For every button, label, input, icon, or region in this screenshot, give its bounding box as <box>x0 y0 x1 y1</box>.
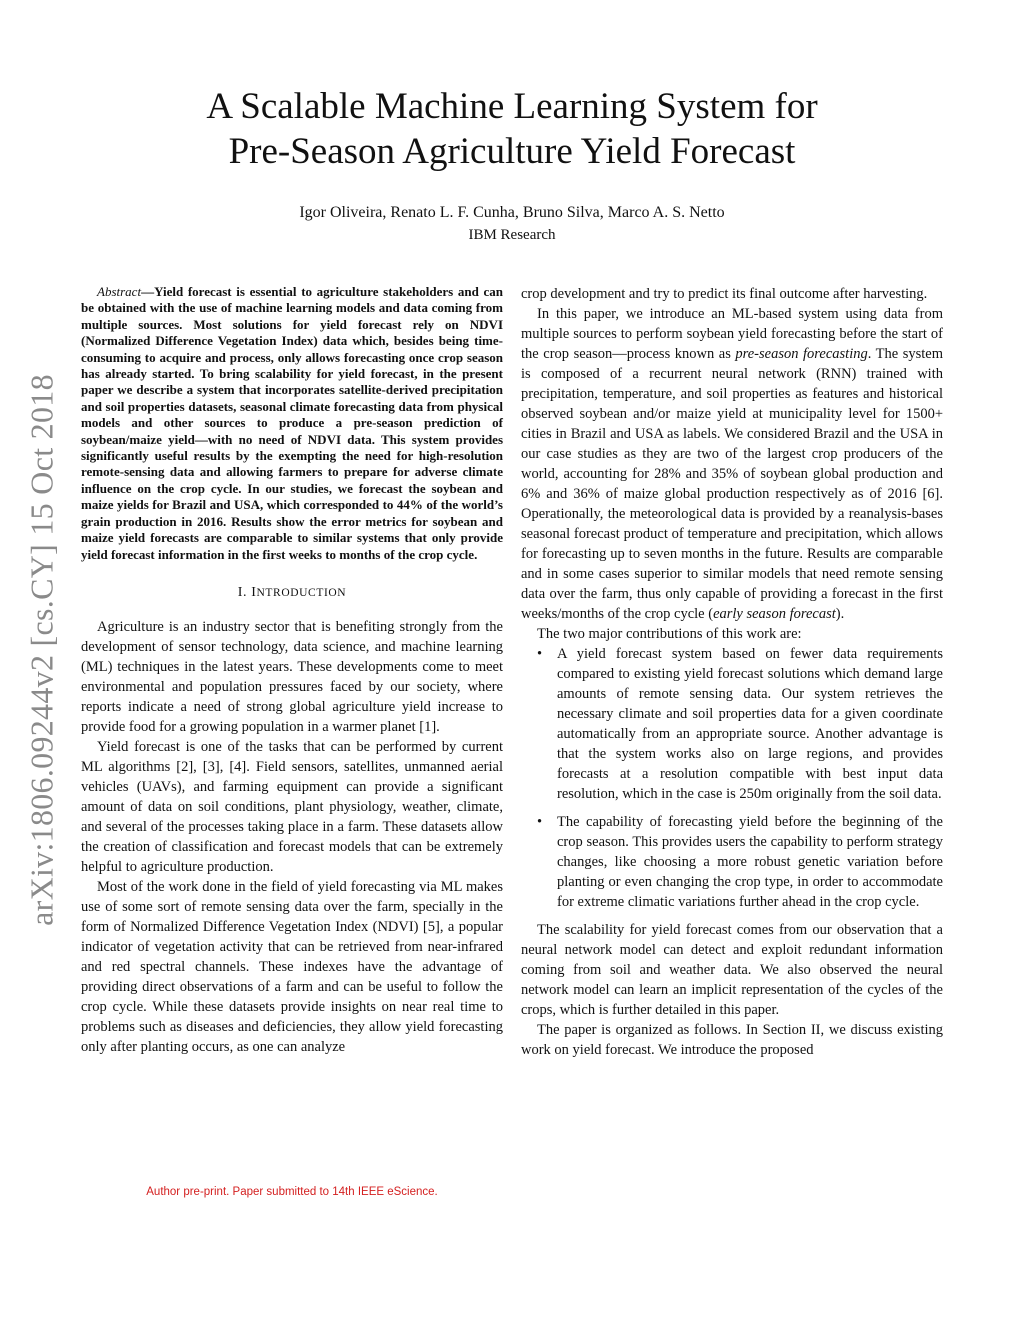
bullet-icon: • <box>537 814 543 830</box>
abstract-label: Abstract <box>97 284 142 299</box>
contributions-list <box>521 644 943 912</box>
intro-paragraph-3: Most of the work done in the field of yield forecasting via ML makes use of some sort of remote sensing data over the farm, specially in the form of Normalized Difference Vegetation Index (NDVI) [5], a popular indicator of vegetation activity that can be retrieved from near-infrared and red spectral channels. These indexes have the advantage of providing direct observations of a farm and can be useful to follow the crop cycle. While these datasets provide insights on near real time to problems such as diseases and deficiencies, they allow yield forecasting only after planting occurs, as one can analyze <box>81 878 503 1055</box>
intro-paragraph-2: Yield forecast is one of the tasks that can be performed by current ML algorithms [2], [3], [4]. Field sensors, satellites, unmanned aerial vehicles (UAVs), and farming equipment can provide a significant amount of data on soil conditions, plant physiology, weather, climate, and several of the processes taking place in a farm. These datasets allow the creation of classification and forecast models that can be extremely helpful to agriculture production. <box>81 738 503 875</box>
arxiv-identifier-stamp: arXiv:1806.09244v2 [cs.CY] 15 Oct 2018 <box>23 374 60 926</box>
early-season-forecast-term: early season forecast <box>713 606 836 622</box>
overview-text-c: ). <box>835 606 845 622</box>
list-item <box>521 812 943 912</box>
section-initial: I <box>251 584 257 600</box>
abstract-text: Yield forecast is essential to agriculture stakeholders and can be obtained with the use of machine learning models and data coming from multiple sources. Most solutions for yield forecast rely on NDVI (Normalized Difference Vegetation Index) data which, besides being time-consuming to acquire and process, only allows forecasting once crop season has already started. To bring scalability for yield forecast, in the present paper we describe a system that incorporates satellite-derived precipitation and soil properties datasets, seasonal climate forecasting data from physical models and other sources to produce a pre-season prediction of soybean/maize yield—with no need of NDVI data. This system provides significantly useful results by the exempting the need for high-resolution remote-sensing data and allowing farmers to prepare for adverse climate influence on the crop cycle. In our studies, we forecast the soybean and maize yields for Brazil and USA, which corresponded to 44% of the world’s grain production in 2016. Results show the error metrics for soybean and maize yield forecasts are comparable to similar systems that only provide yield forecast information in the first weeks to months of the crop cycle. <box>81 284 503 562</box>
system-overview-paragraph <box>521 304 943 624</box>
paper-title <box>0 84 1024 174</box>
right-column <box>521 284 943 1060</box>
title-line-1: A Scalable Machine Learning System for <box>206 86 818 127</box>
section-title-rest: NTRODUCTION <box>256 586 347 599</box>
section-heading-introduction <box>81 583 503 603</box>
pre-season-forecasting-term: pre-season forecasting <box>735 346 868 362</box>
intro-paragraph-1: Agriculture is an industry sector that is benefiting strongly from the development of sensor technology, data science, and machine learning (ML) techniques in the latest years. These developments come to meet environmental and population pressures faced by our society, where reports indicate a need of strong global agriculture yield increase to provide food for a growing population in a warmer planet [1]. <box>81 618 503 735</box>
overview-text-b: . The system is composed of a recurrent neural network (RNN) trained with precipitation, temperature, and soil properties as features and historical observed soybean and/or maize yield at municipality level for 1500+ cities in Brazil and USA as labels. We considered Brazil and the USA in our case studies as they are two of the largest crop producers of the world, accounting for 28% and 35% of soybean global production and 6% and 36% of maize global production respectively as of 2016 [6]. Operationally, the meteorological data is provided by a reanalysis-bases seasonal forecast product of temperature and precipitation, which allows for forecasting up to seven months in the future. Results are comparable and in some cases superior to similar models that need remote sensing data over the farm, thus only capable of providing a forecast in the first weeks/months of the crop cycle ( <box>521 346 944 622</box>
preprint-footnote: Author pre-print. Paper submitted to 14th IEEE eScience. <box>146 1186 438 1198</box>
scalability-paragraph: The scalability for yield forecast comes from our observation that a neural network model can detect and exploit redundant information coming from soil and weather data. We also observed the neural network model can learn an implicit representation of the cycles of the crops, which is further detailed in this paper. <box>521 922 943 1018</box>
left-column <box>81 284 503 1057</box>
bullet-text: The capability of forecasting yield before the beginning of the crop season. This provides users the capability to perform strategy changes, like choosing a more robust genetic variation before planting or even changing the crop type, in order to accommodate for extreme climatic variations further ahead in the crop cycle. <box>557 814 943 910</box>
title-line-2: Pre-Season Agriculture Yield Forecast <box>228 131 796 172</box>
overview-text-a: In this paper, we introduce an ML-based system using data from multiple sources to perform soybean yield forecasting before the start of the crop season—process known as <box>521 306 943 362</box>
continued-paragraph: crop development and try to predict its final outcome after harvesting. <box>521 286 928 302</box>
organization-paragraph: The paper is organized as follows. In Section II, we discuss existing work on yield forecast. We introduce the proposed <box>521 1022 943 1058</box>
abstract-dash: — <box>141 284 155 299</box>
abstract <box>81 284 503 563</box>
bullet-text: A yield forecast system based on fewer data requirements compared to existing yield forecast solutions which demand large amounts of remote sensing data. Our system retrieves the necessary climate and soil properties data for a given coordinate automatically from an appropriate source. Another advantage is that the system works also on large regions, and provides forecasts at a resolution compatible with best input data resolution, which in the case is 250m originally from the soil data. <box>557 646 943 802</box>
affiliation: IBM Research <box>468 227 556 243</box>
section-number: I. <box>237 584 252 600</box>
author-list: Igor Oliveira, Renato L. F. Cunha, Bruno Silva, Marco A. S. Netto <box>299 204 725 221</box>
list-item <box>521 644 943 804</box>
contributions-intro: The two major contributions of this work are: <box>537 626 802 642</box>
bullet-icon: • <box>537 646 543 662</box>
